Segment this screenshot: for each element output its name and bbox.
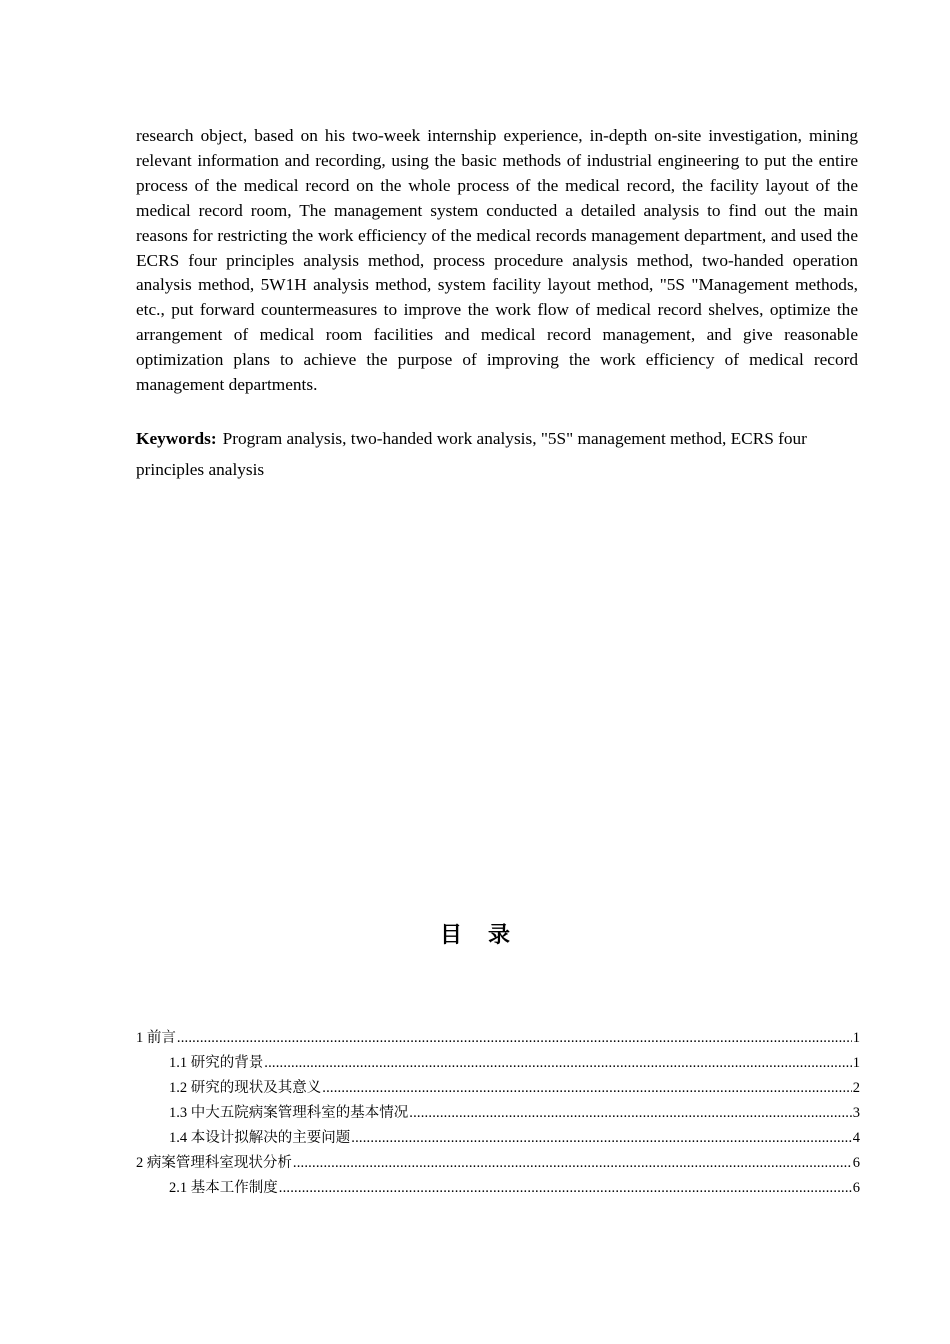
toc-page-number: 4 xyxy=(852,1130,860,1146)
toc-entry-title: 1 前言 xyxy=(136,1030,176,1046)
toc-entry[interactable] xyxy=(136,1151,860,1176)
toc-entry[interactable] xyxy=(136,1026,860,1051)
toc-entry-title: 1.1 研究的背景 xyxy=(169,1055,264,1071)
toc-entry-title: 1.4 本设计拟解决的主要问题 xyxy=(169,1130,351,1146)
toc-entry[interactable] xyxy=(136,1076,860,1101)
toc-entry[interactable] xyxy=(136,1101,860,1126)
toc-page-number: 6 xyxy=(852,1180,860,1196)
toc-page-number: 3 xyxy=(852,1105,860,1121)
toc-entry-title: 2 病案管理科室现状分析 xyxy=(136,1155,292,1171)
keywords-line xyxy=(136,423,858,485)
toc-dot-leader xyxy=(177,1026,852,1051)
keywords-label: Keywords: xyxy=(136,429,217,448)
toc-page-number: 1 xyxy=(852,1030,860,1046)
toc-dot-leader xyxy=(264,1051,852,1076)
toc-dot-leader xyxy=(351,1126,852,1151)
toc-entry[interactable] xyxy=(136,1051,860,1076)
toc-dot-leader xyxy=(293,1151,852,1176)
toc-page-number: 6 xyxy=(852,1155,860,1171)
toc-title: 目录 xyxy=(439,922,536,947)
toc-dot-leader xyxy=(322,1076,852,1101)
toc-entry[interactable] xyxy=(136,1176,860,1201)
toc-page-number: 1 xyxy=(852,1055,860,1071)
toc-entry[interactable] xyxy=(136,1126,860,1151)
abstract-paragraph: research object, based on his two-week internship experience, in-depth on-site investigation, mining relevant information and recording, using the basic methods of industrial engineering to put the entire process of the medical record on the whole process of the medical record, the facility layout of the medical record room, The management system conducted a detailed analysis to find out the main reasons for restricting the work efficiency of the medical records management department, and used the ECRS four principles analysis method, process procedure analysis method, two-handed operation analysis method, 5W1H analysis method, system facility layout method, "5S "Management methods, etc., put forward countermeasures to improve the work flow of medical record shelves, optimize the arrangement of medical room facilities and medical record management, and give reasonable optimization plans to achieve the purpose of improving the work efficiency of medical record management departments. xyxy=(136,126,858,395)
keywords-text: Program analysis, two-handed work analysis, "5S" management method, ECRS four principles analysis xyxy=(136,429,807,479)
table-of-contents xyxy=(136,1026,860,1201)
toc-dot-leader xyxy=(409,1101,852,1126)
toc-entry-title: 1.3 中大五院病案管理科室的基本情况 xyxy=(169,1105,409,1121)
toc-dot-leader xyxy=(279,1176,852,1201)
toc-entry-title: 1.2 研究的现状及其意义 xyxy=(169,1080,322,1096)
toc-entry-title: 2.1 基本工作制度 xyxy=(169,1180,278,1196)
toc-page-number: 2 xyxy=(852,1080,860,1096)
